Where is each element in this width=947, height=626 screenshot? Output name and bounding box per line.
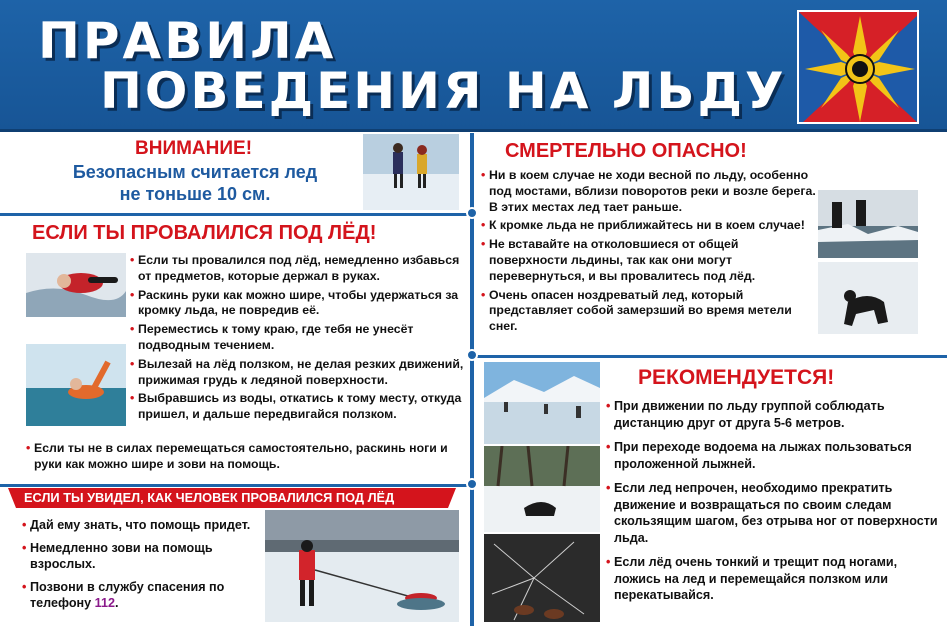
list-item: • Если лёд очень тонкий и трещит под ногами, ложись на лед и перемещайся ползком или перекатывайся. xyxy=(606,554,944,604)
saw-someone-list xyxy=(22,517,262,615)
page-title-line1: ПРАВИЛА xyxy=(38,12,337,70)
person-fallen-on-ice-photo xyxy=(484,446,600,532)
person-in-ice-photo-1 xyxy=(26,253,126,317)
list-item: • При переходе водоема на лыжах пользоваться проложенной лыжней. xyxy=(606,439,944,472)
cracked-ice-photo xyxy=(484,534,600,622)
list-item: • К кромке льда не приближайтесь ни в коем случае! xyxy=(481,218,817,234)
person-in-ice-photo-2 xyxy=(26,344,126,426)
horizontal-divider xyxy=(0,213,470,216)
phone-number: 112 xyxy=(94,596,115,610)
recommended-heading: РЕКОМЕНДУЕТСЯ! xyxy=(638,366,835,389)
list-item: • Если лед непрочен, необходимо прекратить движение и возвращаться по своим следам скользящим шагом, без отрыва ног от поверхности льда. xyxy=(606,480,944,546)
list-item: • Не вставайте на отколовшиеся от общей поверхности льдины, так как они могут перевернуться, и вы провалитесь под лёд. xyxy=(481,237,817,284)
crawling-person-photo xyxy=(818,262,918,334)
group-on-ice-photo xyxy=(484,362,600,444)
list-item: • Ни в коем случае не ходи весной по льду, особенно под мостами, вблизи поворотов реки и возле берега. В этих местах лед тает раньше. xyxy=(481,168,817,215)
list-item xyxy=(22,579,262,612)
deadly-list xyxy=(481,168,817,338)
recommended-list xyxy=(606,398,944,607)
call-text: Позвони в службу спасения по телефону xyxy=(30,579,225,610)
divider-dot xyxy=(466,349,478,361)
list-item: • Вылезай на лёд ползком, не делая резких движений, прижимая грудь к ледяной поверхности. xyxy=(130,357,464,389)
rescuer-photo xyxy=(265,510,459,622)
list-item: • Выбравшись из воды, откатись к тому месту, откуда пришел, и дальше передвигайся ползком. xyxy=(130,391,464,423)
deadly-heading: СМЕРТЕЛЬНО ОПАСНО! xyxy=(505,140,747,162)
attention-line2: не тоньше 10 см. xyxy=(119,184,271,204)
fell-through-list xyxy=(130,253,464,426)
people-on-ice-photo xyxy=(363,134,459,210)
emergency-emblem xyxy=(797,10,919,124)
divider-dot xyxy=(466,207,478,219)
list-item: • Раскинь руки как можно шире, чтобы удержаться за кромку льда, не повредив её. xyxy=(130,288,464,320)
page-title-line2: ПОВЕДЕНИЯ НА ЛЬДУ xyxy=(100,62,787,120)
attention-heading: ВНИМАНИЕ! xyxy=(135,138,253,159)
list-item: • При движении по льду группой соблюдать дистанцию друг от друга 5-6 метров. xyxy=(606,398,944,431)
list-item: • Если ты не в силах перемещаться самостоятельно, раскинь ноги и руки как можно шире и зови на помощь. xyxy=(26,441,464,473)
call-suffix: . xyxy=(115,596,119,610)
saw-someone-heading: ЕСЛИ ТЫ УВИДЕЛ, КАК ЧЕЛОВЕК ПРОВАЛИЛСЯ ПОД ЛЁД xyxy=(24,490,395,505)
header-banner xyxy=(0,0,947,132)
list-item: • Дай ему знать, что помощь придет. xyxy=(22,517,262,534)
list-item: • Очень опасен ноздреватый лед, который представляет собой замерзший во время метели снег. xyxy=(481,288,817,335)
fell-through-note-list xyxy=(26,441,464,476)
ice-floes-photo xyxy=(818,190,918,258)
list-item: • Переместись к тому краю, где тебя не унесёт подводным течением. xyxy=(130,322,464,354)
divider-dot xyxy=(466,478,478,490)
horizontal-divider xyxy=(0,484,470,487)
attention-line1: Безопасным считается лед xyxy=(72,162,318,182)
list-item: • Немедленно зови на помощь взрослых. xyxy=(22,540,262,573)
list-item: • Если ты провалился под лёд, немедленно избавься от предметов, которые держал в руках. xyxy=(130,253,464,285)
horizontal-divider xyxy=(474,355,947,358)
fell-through-heading: ЕСЛИ ТЫ ПРОВАЛИЛСЯ ПОД ЛЁД! xyxy=(32,222,377,244)
